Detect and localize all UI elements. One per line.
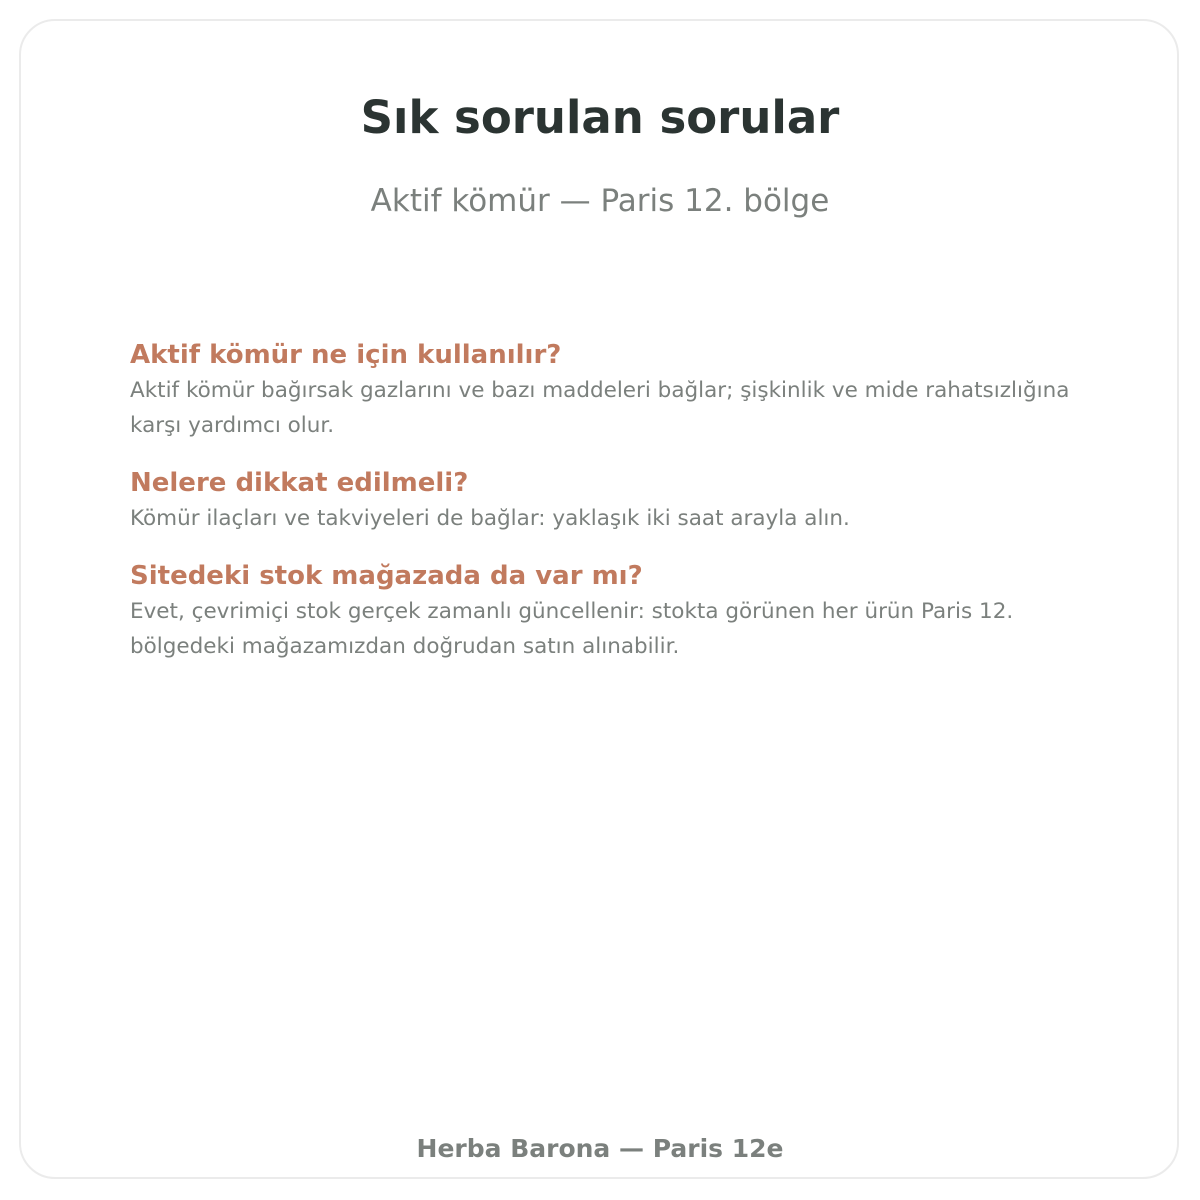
faq-question: Sitedeki stok mağazada da var mı?	[130, 561, 643, 591]
faq-answer: Aktif kömür bağırsak gazlarını ve bazı maddeleri bağlar; şişkinlik ve mide rahatsızlığına karşı yardımcı olur.	[130, 378, 1070, 438]
faq-question: Nelere dikkat edilmeli?	[130, 468, 469, 498]
faq-answer: Evet, çevrimiçi stok gerçek zamanlı güncellenir: stokta görünen her ürün Paris 12. bölgedeki mağazamızdan doğrudan satın alınabilir.	[130, 599, 1014, 659]
faq-question: Aktif kömür ne için kullanılır?	[130, 340, 562, 370]
faq-list	[130, 337, 1090, 686]
faq-item	[130, 465, 1090, 536]
faq-answer: Kömür ilaçları ve takviyeleri de bağlar: yaklaşık iki saat arayla alın.	[130, 506, 850, 531]
footer-brand: Herba Barona — Paris 12e	[416, 1134, 784, 1163]
page-subtitle: Aktif kömür — Paris 12. bölge	[370, 183, 830, 219]
page-title: Sık sorulan sorular	[360, 91, 840, 144]
faq-item	[130, 558, 1090, 664]
faq-item	[130, 337, 1090, 443]
